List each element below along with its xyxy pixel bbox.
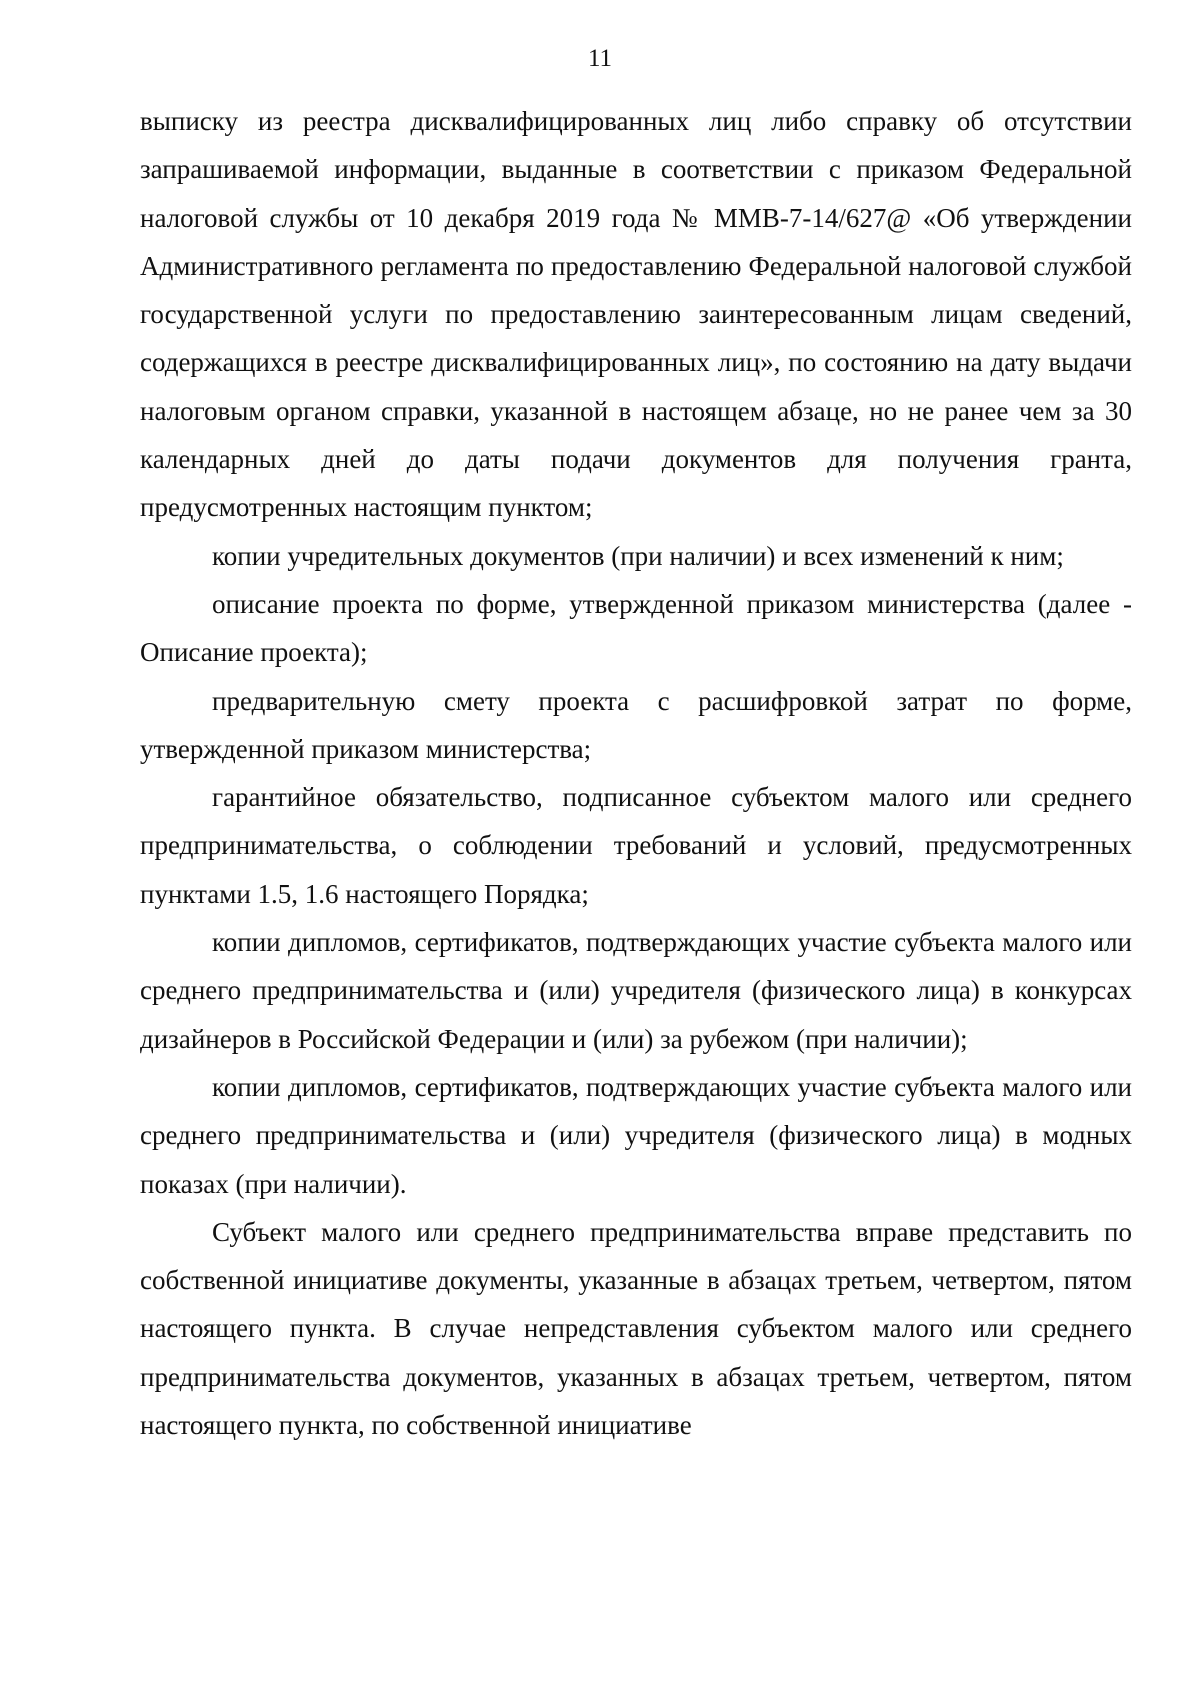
- paragraph-designer-contest-diplomas: копии дипломов, сертификатов, подтверждающих участие субъекта малого или среднего предпринимательства и (или) учредителя (физического лица) в конкурсах дизайнеров в Российской Федерации и (или) за рубежом (при наличии);: [140, 927, 1132, 1054]
- document-body: [140, 97, 1132, 1449]
- paragraph-guarantee-obligation: гарантийное обязательство, подписанное субъектом малого или среднего предпринимательства, о соблюдении требований и условий, предусмотренных пунктами 1.5, 1.6 настоящего Порядка;: [140, 782, 1132, 909]
- paragraph-fashion-show-diplomas: копии дипломов, сертификатов, подтверждающих участие субъекта малого или среднего предпринимательства и (или) учредителя (физического лица) в модных показах (при наличии).: [140, 1071, 1132, 1199]
- paragraph-project-description: описание проекта по форме, утвержденной приказом министерства (далее - Описание проекта);: [140, 588, 1132, 668]
- paragraph-own-initiative: Субъект малого или среднего предпринимательства вправе представить по собственной инициативе документы, указанные в абзацах третьем, четвертом, пятом настоящего пункта. В случае непредставления субъектом малого или среднего предпринимательства документов, указанных в абзацах третьем, четвертом, пятом настоящего пункта, по собственной инициативе: [140, 1216, 1132, 1441]
- paragraph-disqualified-registry-extract: выписку из реестра дисквалифицированных лиц либо справку об отсутствии запрашиваемой информации, выданные в соответствии с приказом Федеральной налоговой службы от 10 декабря 2019 года № ММВ-7-14/627@ «Об утверждении Административного регламента по предоставлению Федеральной налоговой службой государственной услуги по предоставлению заинтересованным лицам сведений, содержащихся в реестре дисквалифицированных лиц», по состоянию на дату выдачи налоговым органом справки, указанной в настоящем абзаце, но не ранее чем за 30 календарных дней до даты подачи документов для получения гранта, предусмотренных настоящим пунктом;: [140, 106, 1132, 523]
- paragraph-preliminary-estimate: предварительную смету проекта с расшифровкой затрат по форме, утвержденной приказом министерства;: [140, 685, 1132, 764]
- paragraph-founding-documents: копии учредительных документов (при наличии) и всех изменений к ним;: [212, 540, 1064, 571]
- page-number: 11: [587, 45, 613, 72]
